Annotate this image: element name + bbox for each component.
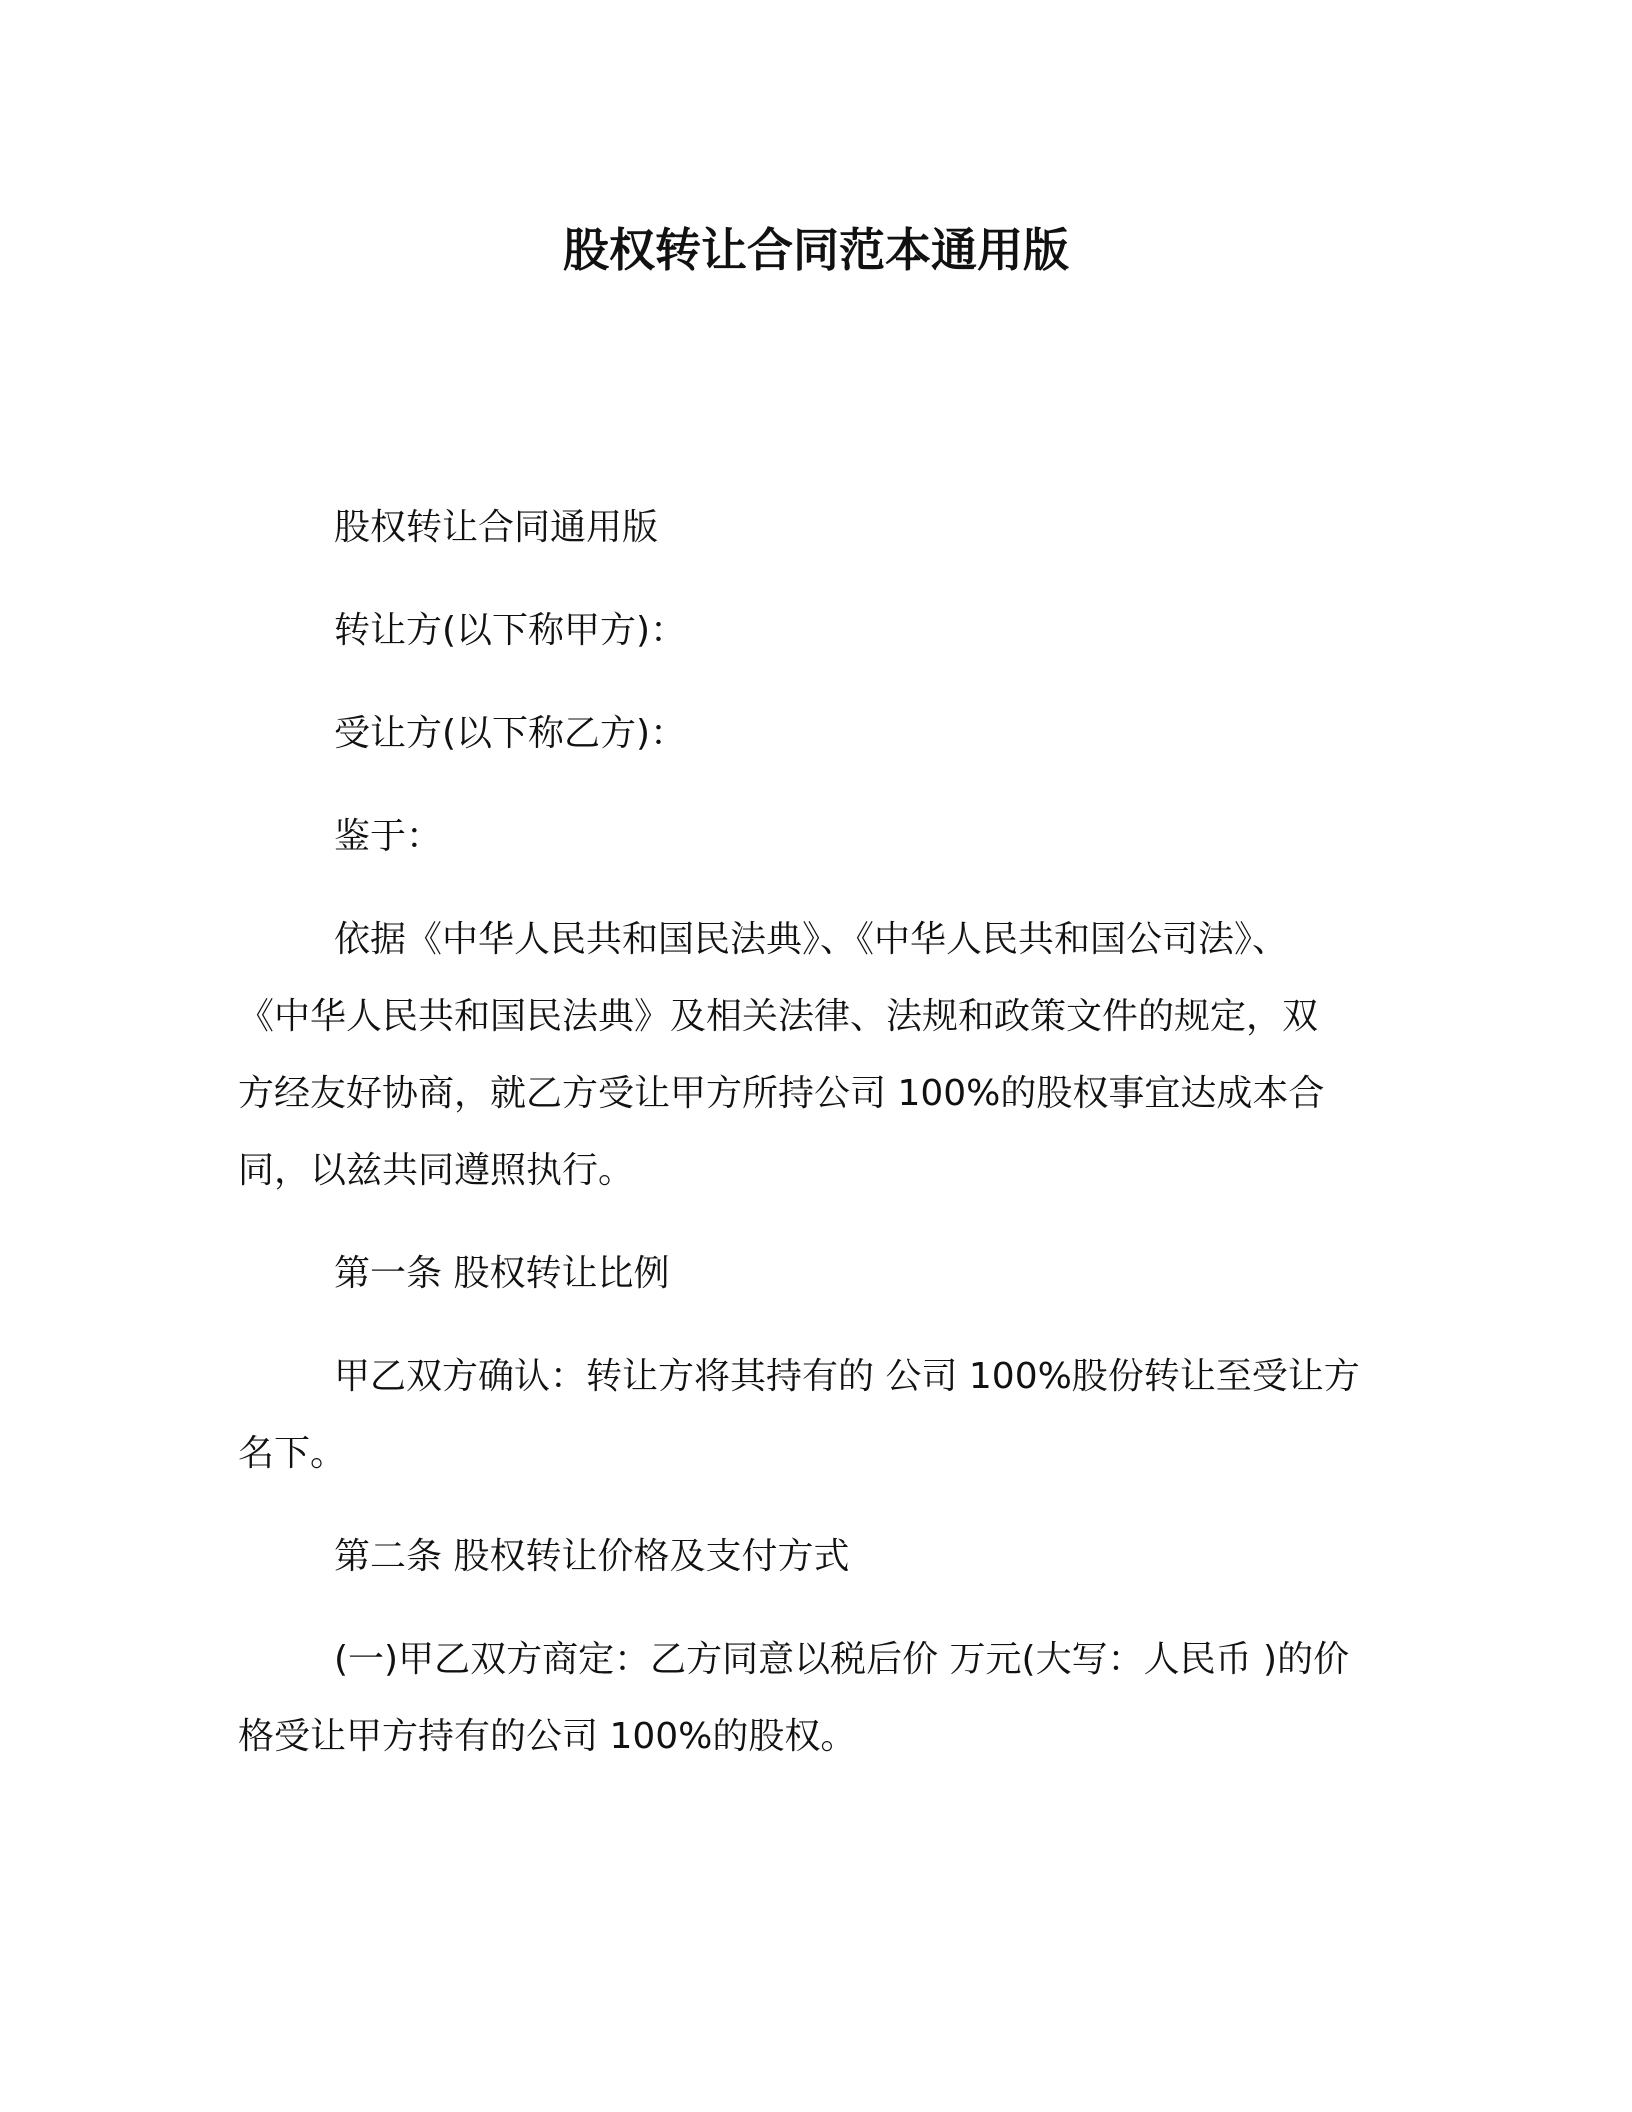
paragraph-line: 名下。	[238, 1433, 347, 1474]
document-body	[238, 489, 1378, 1801]
paragraph-line: 股权转让合同通用版	[334, 507, 659, 548]
paragraph-basis	[238, 901, 1378, 1209]
paragraph-line: (一)甲乙双方商定：乙方同意以税后价 万元(大写：人民币 )的价	[334, 1639, 1350, 1680]
paragraph-line: 转让方(以下称甲方)：	[334, 610, 687, 651]
article-1-heading	[238, 1235, 1378, 1312]
paragraph-line: 鉴于：	[334, 816, 443, 857]
paragraph-line: 格受让甲方持有的公司 100%的股权。	[238, 1716, 857, 1757]
paragraph-transferee	[238, 695, 1378, 772]
paragraph-line: 甲乙双方确认：转让方将其持有的 公司 100%股份转让至受让方	[334, 1356, 1360, 1397]
document-title: 股权转让合同范本通用版	[563, 223, 1069, 277]
paragraph-line: 受让方(以下称乙方)：	[334, 713, 687, 754]
article-2-heading	[238, 1518, 1378, 1595]
paragraph-line: 方经友好协商，就乙方受让甲方所持公司 100%的股权事宜达成本合	[238, 1073, 1325, 1114]
paragraph-line: 同，以兹共同遵照执行。	[238, 1150, 635, 1191]
paragraph-line: 《中华人民共和国民法典》及相关法律、法规和政策文件的规定，双	[238, 996, 1319, 1037]
paragraph-line: 第一条 股权转让比例	[334, 1253, 670, 1294]
article-2-clause-1	[238, 1621, 1378, 1775]
paragraph-line: 第二条 股权转让价格及支付方式	[334, 1536, 850, 1577]
article-1-body	[238, 1338, 1378, 1492]
paragraph-line: 依据《中华人民共和国民法典》、《中华人民共和国公司法》、	[334, 919, 1289, 960]
paragraph-whereas	[238, 798, 1378, 875]
paragraph-transferor	[238, 592, 1378, 669]
paragraph-subtitle	[238, 489, 1378, 566]
